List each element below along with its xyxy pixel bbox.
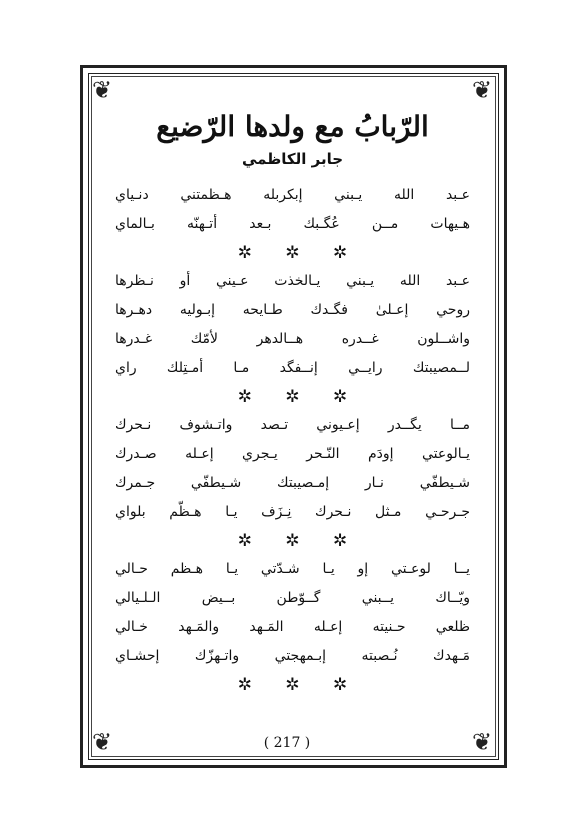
stars-ornament-icon: ✲ ✲ ✲ [237,387,362,407]
poem-page [110,95,475,745]
verse-line: واشــلون غــدره هــالدهر لأمّك غـدرها [115,331,470,347]
stars-ornament-icon: ✲ ✲ ✲ [237,243,362,263]
corner-ornament-icon: ❦ [471,728,493,756]
stanza [110,411,475,527]
stars-ornament-icon: ✲ ✲ ✲ [237,531,362,551]
stars-ornament-icon: ✲ ✲ ✲ [237,675,362,695]
corner-ornament-icon: ❦ [91,76,113,104]
page-number: ( 217 ) [263,735,311,751]
stanza [110,267,475,383]
verse-line: جـرحـي مـثل نـحرك نِـزَف يـا هـظّم بلواي [115,504,470,520]
stanza [110,555,475,671]
verse-line: شـيطفّي نـار إمـصيبتك شـيطفّي جـمرك [115,475,470,491]
corner-ornament-icon: ❦ [471,76,493,104]
poem-author: جابر الكاظمي [241,150,344,168]
verse-line: روحي إعـلىٰ فگـدك طـايحه إبـوليه دهـرها [115,302,470,318]
verse-line: يـالوعتي إودَم النّـحر يـجري إعـله صـدرك [115,446,470,462]
verse-line: ظلعي حـنيته إعـله المَـهد والمَـهد خـالي [115,619,470,635]
poem-title: الرّبابُ مع ولدها الرّضيع [156,110,429,143]
verse-line: عـبد الله يـبني إبكربله هـظمتني دنـياي [115,187,470,203]
verse-line: هـيهات مــن عُگـبك بـعد أتـهنّه بـالماي [115,216,470,232]
verse-line: عـبد الله يـبني يـالخذت عـيني أو نـظرها [115,273,470,289]
corner-ornament-icon: ❦ [91,728,113,756]
verse-line: مَـهدك نُـصبته إبـمهجتي واتـهزّك إحشـاي [115,648,470,664]
verse-line: لــمصيبتك رايــي إنــفگد مـا أمـتِلك راي [115,360,470,376]
verse-line: مــا يگــدر إعـيوني تـصد واتـشوف نـحرك [115,417,470,433]
verse-line: يــا لوعـتي إو يـا شـدّتي يـا هـظم حـالي [115,561,470,577]
verse-line: ويّــاك يــبني گــوّطن بــيض الـلـيالي [115,590,470,606]
stanza [110,181,475,239]
